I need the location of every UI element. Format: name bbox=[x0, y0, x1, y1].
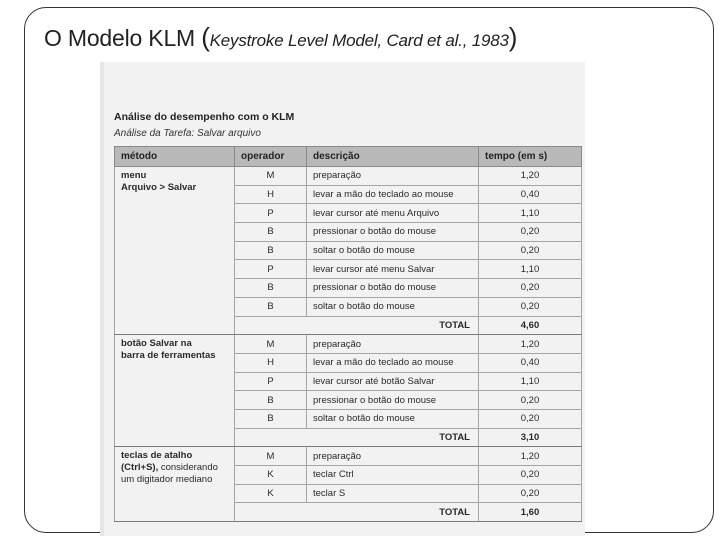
operator-cell: M bbox=[235, 447, 307, 466]
time-cell: 0,20 bbox=[479, 297, 582, 316]
time-cell: 1,20 bbox=[479, 447, 582, 466]
method-label: botão Salvar na bbox=[121, 338, 192, 350]
title-subtitle: Keystroke Level Model, Card et al., 1983 bbox=[209, 31, 509, 50]
time-cell: 0,40 bbox=[479, 185, 582, 204]
column-header-description: descrição bbox=[307, 147, 479, 167]
description-cell: soltar o botão do mouse bbox=[307, 241, 479, 260]
time-cell: 0,20 bbox=[479, 223, 582, 242]
description-cell: levar cursor até menu Arquivo bbox=[307, 204, 479, 223]
operator-cell: B bbox=[235, 279, 307, 298]
operator-cell: B bbox=[235, 297, 307, 316]
total-value: 1,60 bbox=[479, 503, 582, 522]
table-row bbox=[115, 167, 582, 186]
description-cell: pressionar o botão do mouse bbox=[307, 279, 479, 298]
time-cell: 1,10 bbox=[479, 260, 582, 279]
description-cell: preparação bbox=[307, 335, 479, 354]
description-cell: preparação bbox=[307, 167, 479, 186]
operator-cell: M bbox=[235, 335, 307, 354]
document-heading: Análise do desempenho com o KLM bbox=[114, 111, 295, 123]
table-row bbox=[115, 447, 582, 466]
total-value: 4,60 bbox=[479, 316, 582, 335]
method-label: teclas de atalho bbox=[121, 450, 193, 462]
operator-cell: B bbox=[235, 223, 307, 242]
method-label: considerando bbox=[158, 462, 218, 474]
operator-cell: P bbox=[235, 372, 307, 391]
time-cell: 1,10 bbox=[479, 372, 582, 391]
operator-cell: M bbox=[235, 167, 307, 186]
table-row bbox=[115, 335, 582, 354]
time-cell: 1,20 bbox=[479, 335, 582, 354]
title-close-paren: ) bbox=[508, 22, 518, 52]
method-label: menu bbox=[121, 170, 147, 181]
description-cell: levar a mão do teclado ao mouse bbox=[307, 353, 479, 372]
time-cell: 0,20 bbox=[479, 241, 582, 260]
column-header-method: método bbox=[115, 147, 235, 167]
description-cell: teclar Ctrl bbox=[307, 466, 479, 485]
operator-cell: H bbox=[235, 353, 307, 372]
total-value: 3,10 bbox=[479, 428, 582, 447]
operator-cell: B bbox=[235, 391, 307, 410]
description-cell: pressionar o botão do mouse bbox=[307, 223, 479, 242]
time-cell: 0,40 bbox=[479, 353, 582, 372]
time-cell: 1,20 bbox=[479, 167, 582, 186]
scanned-page-edge bbox=[100, 62, 104, 536]
title-open-paren: ( bbox=[201, 22, 210, 52]
operator-cell: K bbox=[235, 484, 307, 503]
document-subheading: Análise da Tarefa: Salvar arquivo bbox=[114, 128, 261, 139]
description-cell: preparação bbox=[307, 447, 479, 466]
operator-cell: B bbox=[235, 241, 307, 260]
description-cell: pressionar o botão do mouse bbox=[307, 391, 479, 410]
description-cell: levar a mão do teclado ao mouse bbox=[307, 185, 479, 204]
total-blank-cell bbox=[235, 316, 307, 335]
description-cell: teclar S bbox=[307, 484, 479, 503]
table-header-row bbox=[115, 147, 582, 167]
time-cell: 0,20 bbox=[479, 484, 582, 503]
title-main: O Modelo KLM bbox=[44, 25, 202, 51]
operator-cell: H bbox=[235, 185, 307, 204]
description-cell: levar cursor até botão Salvar bbox=[307, 372, 479, 391]
description-cell: soltar o botão do mouse bbox=[307, 297, 479, 316]
total-label: TOTAL bbox=[307, 428, 479, 447]
method-label: barra de ferramentas bbox=[121, 350, 216, 362]
time-cell: 0,20 bbox=[479, 409, 582, 428]
total-label: TOTAL bbox=[307, 503, 479, 522]
operator-cell: K bbox=[235, 466, 307, 485]
time-cell: 1,10 bbox=[479, 204, 582, 223]
total-label: TOTAL bbox=[307, 316, 479, 335]
time-cell: 0,20 bbox=[479, 391, 582, 410]
method-cell-menu bbox=[115, 167, 235, 335]
operator-cell: P bbox=[235, 204, 307, 223]
total-blank-cell bbox=[235, 428, 307, 447]
column-header-operator: operador bbox=[235, 147, 307, 167]
klm-table bbox=[114, 146, 582, 522]
method-label: Arquivo > Salvar bbox=[121, 182, 197, 193]
description-cell: soltar o botão do mouse bbox=[307, 409, 479, 428]
method-cell-shortcut bbox=[115, 447, 235, 522]
total-blank-cell bbox=[235, 503, 307, 522]
operator-cell: B bbox=[235, 409, 307, 428]
column-header-time: tempo (em s) bbox=[479, 147, 582, 167]
time-cell: 0,20 bbox=[479, 466, 582, 485]
time-cell: 0,20 bbox=[479, 279, 582, 298]
method-label: um digitador mediano bbox=[121, 474, 213, 486]
slide-title bbox=[44, 22, 517, 53]
description-cell: levar cursor até menu Salvar bbox=[307, 260, 479, 279]
method-label: (Ctrl+S), bbox=[121, 462, 159, 474]
method-cell-toolbar bbox=[115, 335, 235, 447]
operator-cell: P bbox=[235, 260, 307, 279]
